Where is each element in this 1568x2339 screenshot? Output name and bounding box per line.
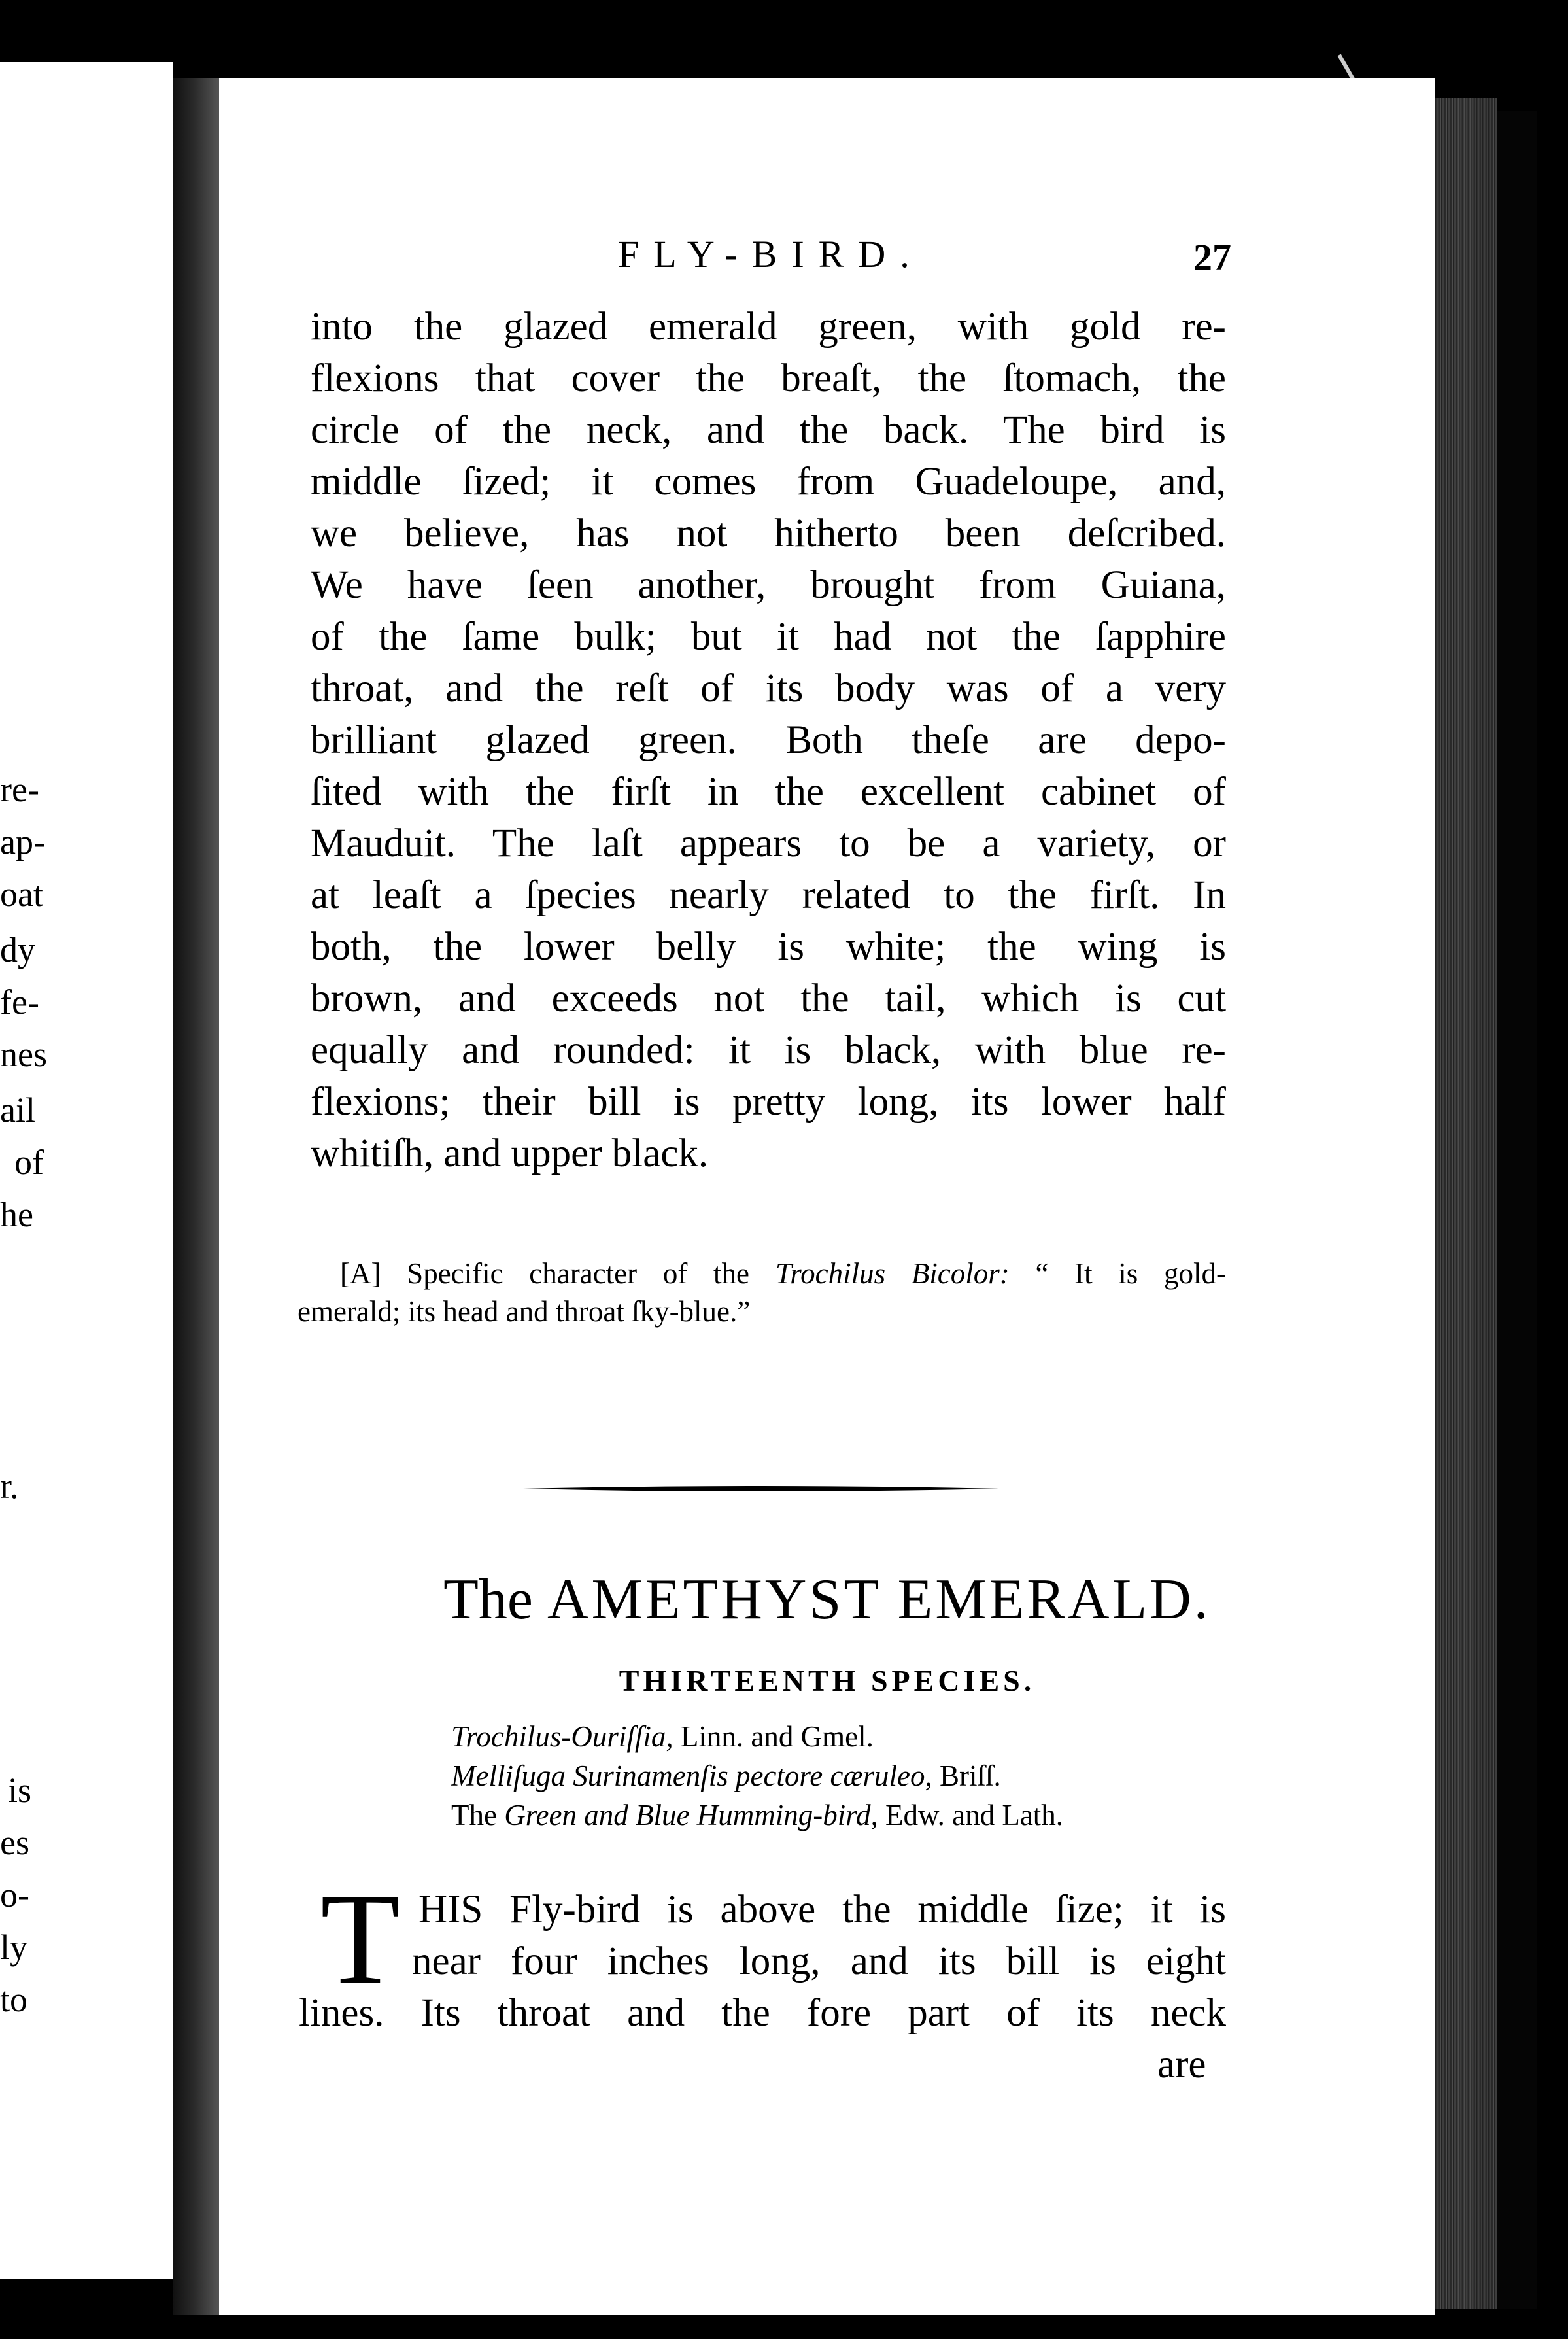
synonym-line — [451, 1719, 874, 1755]
text-line: We have ſeen another, brought from Guiana, — [311, 563, 1226, 607]
left-fragment: is — [8, 1771, 32, 1810]
synonym-name: Trochilus-Ouriſſia, — [451, 1720, 673, 1753]
synonym-name: Green and Blue Humming-bird, — [504, 1799, 878, 1831]
page-number: 27 — [1193, 236, 1231, 279]
left-fragment: oat — [0, 875, 43, 914]
facing-page-fragment — [0, 62, 173, 2279]
left-fragment: to — [0, 1980, 28, 2019]
left-fragment: r. — [0, 1466, 19, 1506]
text-line: HIS Fly-bird is above the middle ſize; it is — [418, 1888, 1226, 1932]
drop-cap: T — [320, 1867, 401, 2011]
text-line: circle of the neck, and the back. The bird is — [311, 408, 1226, 452]
text-line: equally and rounded: it is black, with blue re- — [311, 1028, 1226, 1072]
synonym-article: The — [451, 1799, 505, 1831]
text-line: at leaſt a ſpecies nearly related to the firſt. In — [311, 873, 1226, 917]
running-head: FLY-BIRD. — [618, 233, 924, 275]
left-fragment: re- — [0, 770, 39, 809]
text-line: near four inches long, and its bill is eight — [412, 1939, 1226, 1983]
section-subtitle: THIRTEENTH SPECIES. — [619, 1664, 1036, 1697]
left-fragment: ap- — [0, 822, 45, 861]
synonym-authority: Edw. and Lath. — [878, 1799, 1064, 1831]
left-fragment: ly — [0, 1928, 28, 1967]
left-fragment: fe- — [0, 982, 39, 1022]
footnote-species: Trochilus Bicolor: — [775, 1257, 1010, 1290]
text-line: throat, and the reſt of its body was of a very — [311, 667, 1226, 710]
text-line: into the glazed emerald green, with gold re- — [311, 305, 1226, 349]
catchword: are — [1157, 2043, 1206, 2087]
title-main: AMETHYST EMERALD. — [547, 1568, 1211, 1631]
text-line: flexions that cover the breaſt, the ſtomach, the — [311, 356, 1226, 400]
left-fragment: he — [0, 1195, 33, 1234]
text-line: Mauduit. The laſt appears to be a variety, or — [311, 822, 1226, 865]
synonym-line — [451, 1758, 1001, 1794]
page-header — [219, 232, 1435, 285]
left-fragment: es — [0, 1823, 29, 1862]
left-fragment: of — [14, 1143, 44, 1182]
footnote-text: “ It is gold- — [1009, 1257, 1227, 1290]
synonym-authority: Briſſ. — [932, 1759, 1001, 1792]
text-line: we believe, has not hitherto been deſcribed. — [311, 511, 1226, 555]
text-line: of the ſame bulk; but it had not the ſapphire — [311, 615, 1226, 659]
text-line: both, the lower belly is white; the wing is — [311, 925, 1226, 969]
footnote-line: emerald; its head and throat ſky-blue.” — [298, 1295, 751, 1328]
left-fragment: dy — [0, 930, 35, 969]
page-stack-edge — [1435, 98, 1497, 2309]
book-edge-shadow — [1497, 111, 1537, 2309]
text-line: whitiſh, and upper black. — [311, 1132, 709, 1175]
section-title — [219, 1567, 1435, 1633]
book-gutter — [173, 78, 219, 2315]
book-page — [219, 78, 1435, 2315]
text-line: brown, and exceeds not the tail, which is cut — [311, 977, 1226, 1020]
title-article: The — [443, 1568, 547, 1631]
left-fragment: o- — [0, 1875, 29, 1915]
footnote-line — [340, 1256, 1226, 1292]
text-line: lines. Its throat and the fore part of its neck — [299, 1991, 1226, 2035]
text-line: ſited with the firſt in the excellent cabinet of — [311, 770, 1226, 814]
text-line: flexions; their bill is pretty long, its lower half — [311, 1080, 1226, 1124]
section-divider — [523, 1485, 1000, 1493]
left-fragment: nes — [0, 1035, 47, 1074]
footnote-text: [A] Specific character of the — [340, 1257, 775, 1290]
synonym-name: Melliſuga Surinamenſis pectore cæruleo, — [451, 1759, 932, 1792]
synonym-authority: Linn. and Gmel. — [673, 1720, 874, 1753]
synonym-line — [451, 1797, 1063, 1833]
text-line: middle ſized; it comes from Guadeloupe, and, — [311, 460, 1226, 504]
left-fragment: ail — [0, 1090, 35, 1130]
text-line: brilliant glazed green. Both theſe are depo- — [311, 718, 1226, 762]
